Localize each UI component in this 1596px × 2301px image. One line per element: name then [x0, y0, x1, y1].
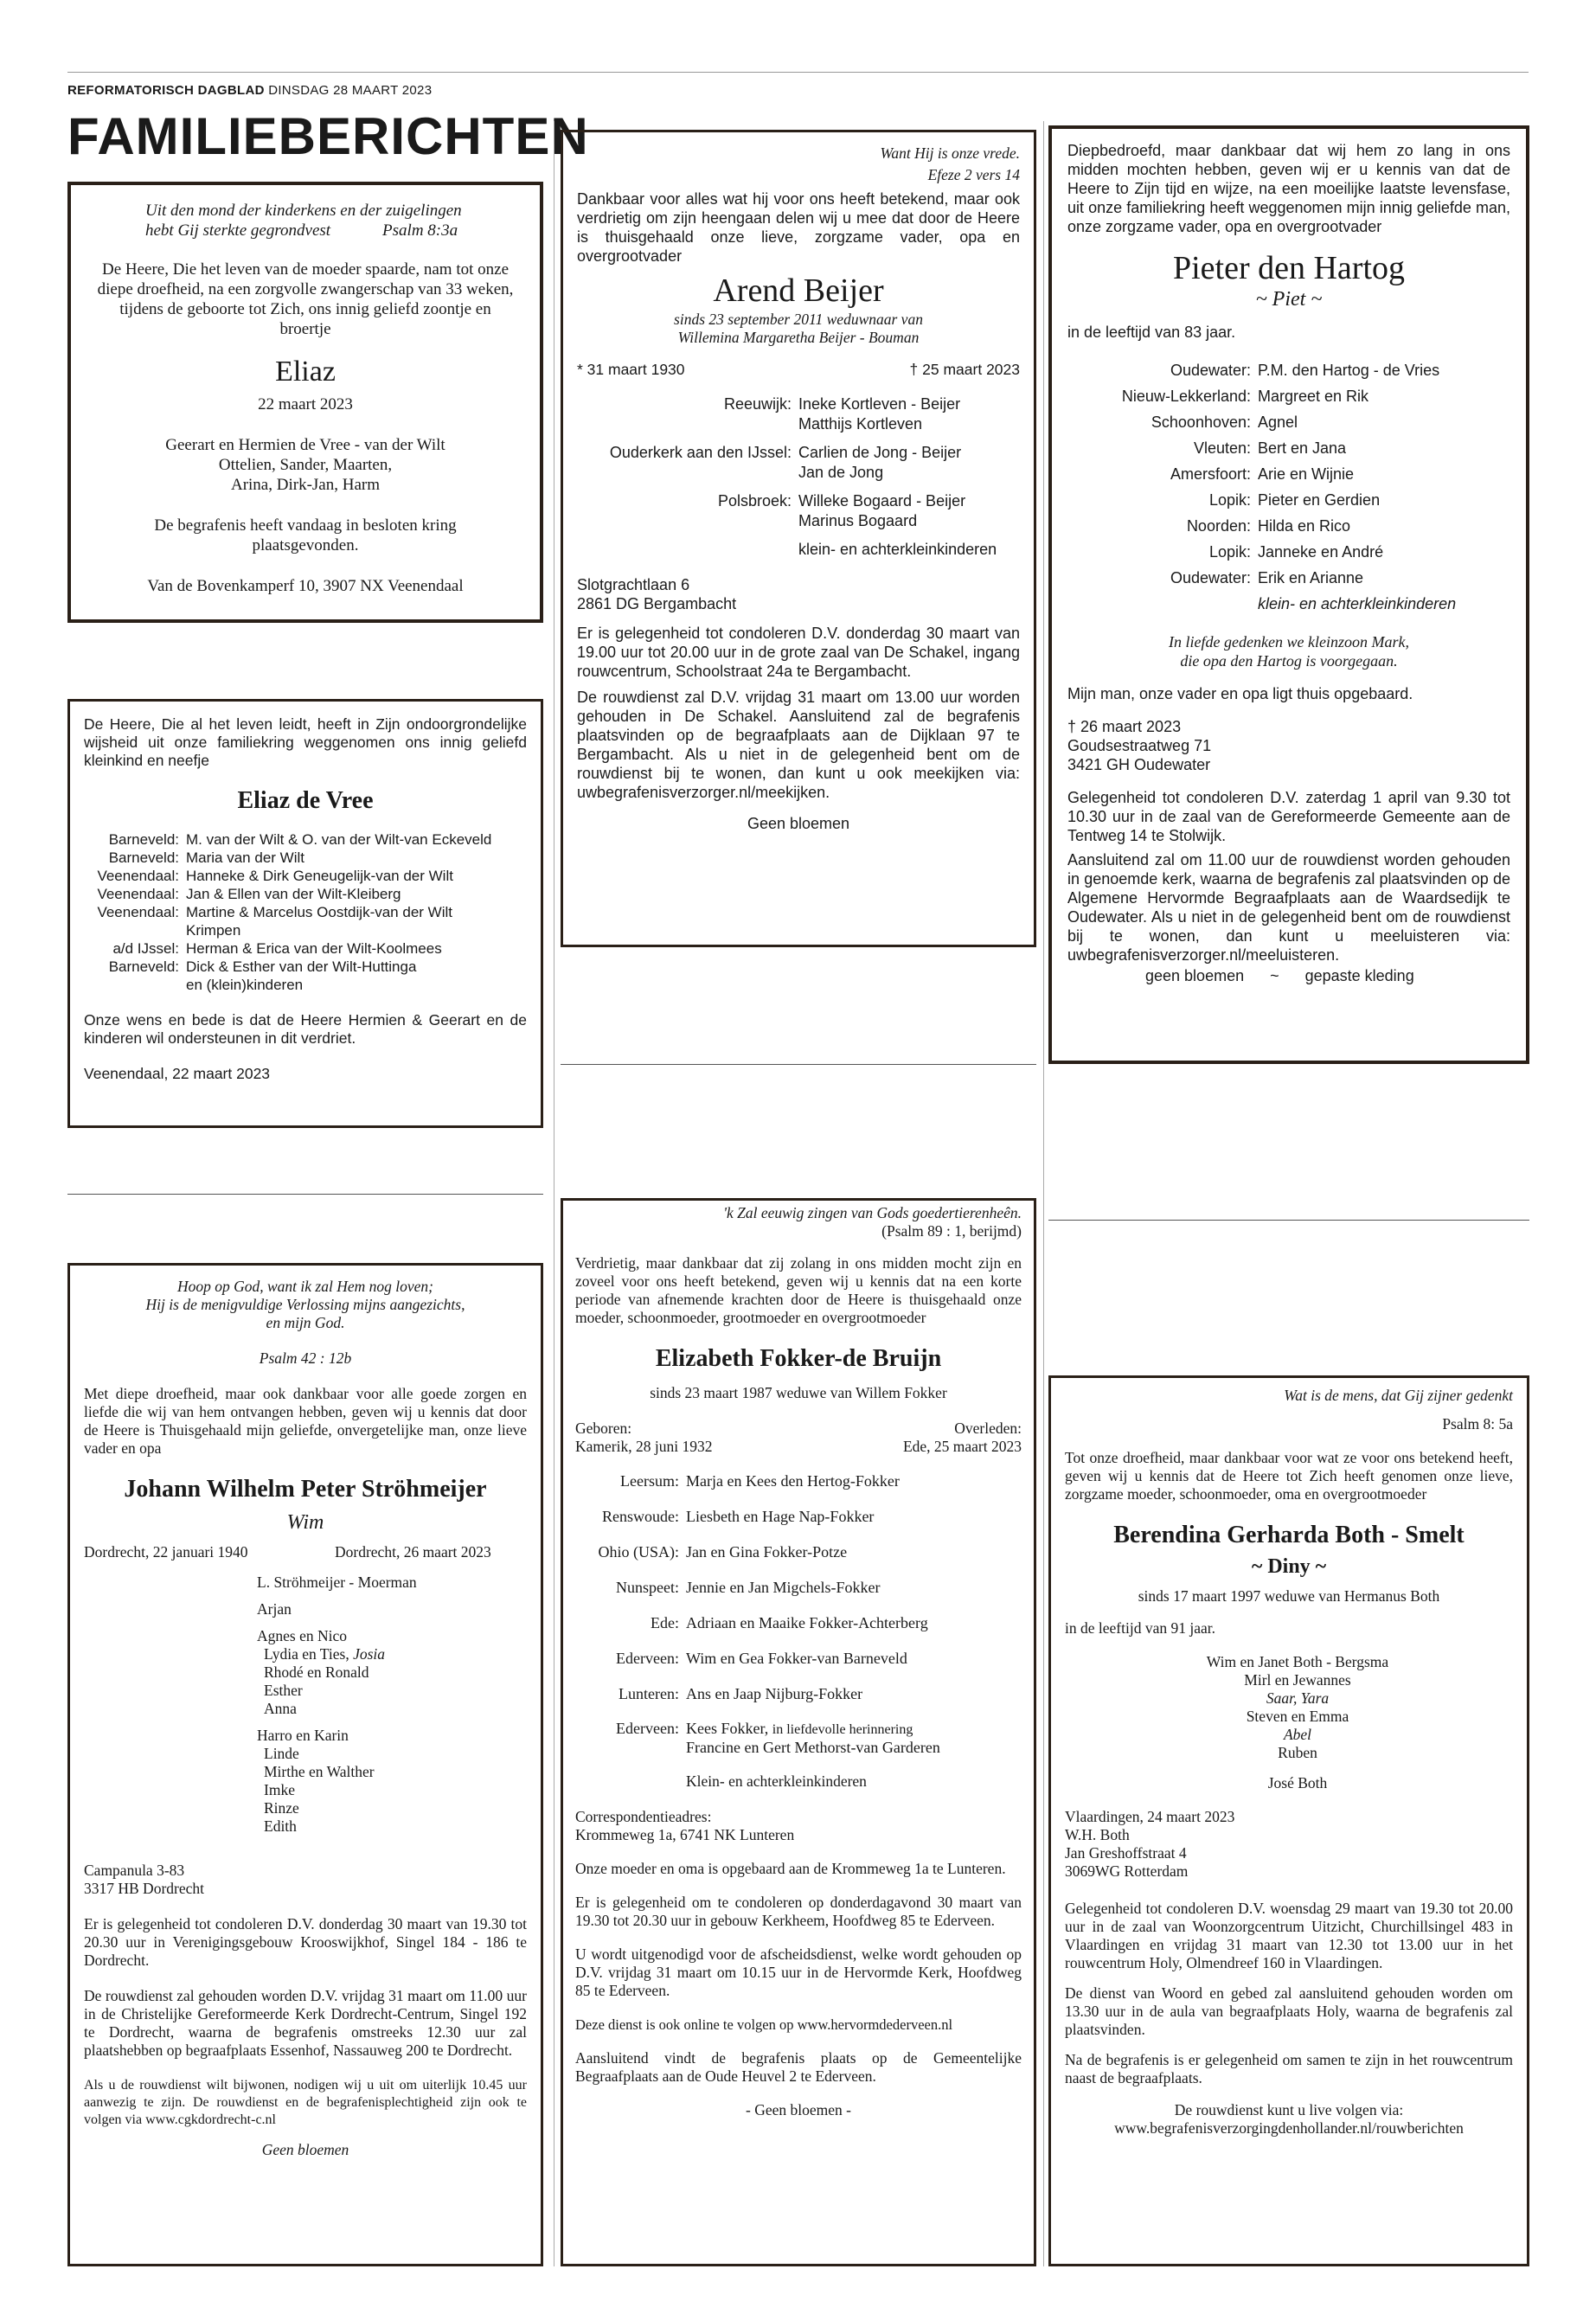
announcement-berendina-both [1048, 1375, 1529, 2266]
family-line: Ruben [1278, 1744, 1317, 1761]
service-text: Aansluitend zal om 11.00 uur de rouwdienst worden gehouden in genoemde kerk, waarna de begrafenis zal plaatsvinden op de Algemene Hervormde Begraafplaats aan de Waardsedijk te Oudewater. Als u niet in de gelegenheid bent om de rouwdienst bij te wonen, dan kunt u meeluisteren via: uwbegrafenisverzorger.nl/meeluisteren. [1067, 851, 1510, 964]
relatives-list [575, 1471, 1022, 1757]
burial-text: Aansluitend vindt de begrafenis plaats op de Gemeentelijke Begraafplaats aan de Oude Heuvel 2 te Ederveen. [575, 2049, 1022, 2085]
relative-row: Amersfoort: Arie en Wijnie [1170, 465, 1355, 483]
verse-line: 'k Zal eeuwig zingen van Gods goedertierenheên. [723, 1204, 1022, 1221]
relative-row: Vleuten: Bert en Jana [1193, 439, 1347, 457]
address-line: W.H. Both [1065, 1826, 1130, 1843]
address-line: 3069WG Rotterdam [1065, 1862, 1189, 1880]
family-line: Anna [264, 1700, 297, 1717]
relative-row: en (klein)kinderen [186, 977, 304, 993]
after-text: Na de begrafenis is er gelegenheid om samen te zijn in het rouwcentrum naast de begraafplaats. [1065, 2051, 1513, 2086]
widow-line: sinds 17 maart 1997 weduwe van Hermanus Both [1138, 1587, 1440, 1605]
intro-text: Met diepe droefheid, maar ook dankbaar voor alle goede zorgen en liefde die wij van hem ontvangen hebben, geven wij u kennis dat door de Heere is Thuisgehaald mijn geliefde, onvergetelijke man, onze lieve vader en opa [84, 1385, 527, 1457]
announcement-elizabeth-fokker [561, 1198, 1036, 2266]
relative-row: Veenendaal: Hanneke & Dirk Geneugelijk-van der Wilt [97, 868, 453, 884]
announcement-eliaz [67, 182, 543, 623]
family-list [84, 1574, 527, 1836]
announcement-johann-stroehmeijer [67, 1263, 543, 2266]
wish-text: Onze wens en bede is dat de Heere Hermien & Geerart en de kinderen wil ondersteunen in dit verdriet. [84, 1011, 527, 1047]
nickname: ~ Diny ~ [1251, 1555, 1327, 1578]
nickname: ~ Piet ~ [1255, 288, 1323, 311]
laid-out-text: Onze moeder en oma is opgebaard aan de Krommeweg 1a te Lunteren. [575, 1860, 1006, 1877]
relatives-list [577, 394, 1020, 560]
relative-row: Schoonhoven: Agnel [1151, 413, 1298, 431]
relative-row: Jan de Jong [798, 464, 884, 481]
relative-row: Oudewater: P.M. den Hartog - de Vries [1170, 362, 1440, 379]
relative-row: Renswoude: Liesbeth en Hage Nap-Fokker [602, 1508, 875, 1525]
family-line: Esther [264, 1682, 303, 1699]
grandchildren-line: klein- en achterkleinkinderen [1258, 595, 1457, 612]
intro-text: Diepbedroefd, maar dankbaar dat wij hem zo lang in ons midden mochten hebben, geven wij er u kennis van dat de Heere to Zijn tijd en wijze, na een moeilijke laatste levensfase, uit onze familiekring heeft weggenomen mijn innig geliefde man, onze zorgzame vader, opa en overgrootvader [1067, 142, 1510, 235]
online-text: Deze dienst is ook online te volgen op www.hervormdederveen.nl [575, 2016, 953, 2033]
flowers-note: Geen bloemen [747, 815, 850, 832]
address-line: Jan Greshoffstraat 4 [1065, 1844, 1187, 1862]
intro-text: Tot onze droefheid, maar dankbaar voor wat ze voor ons betekend heeft, geven wij u kennis dat de Heere tot Zich heeft genomen onze lieve, zorgzame moeder, schoonmoeder, oma en overgrootmoeder [1065, 1449, 1513, 1503]
verse-line: Want Hij is onze vrede. [880, 144, 1020, 162]
relative-row: Nieuw-Lekkerland: Margreet en Rik [1121, 388, 1369, 405]
relative-row: Veenendaal: Martine & Marcelus Oostdijk-van der Wilt [97, 904, 452, 920]
correspondence-address: Krommeweg 1a, 6741 NK Lunteren [575, 1826, 795, 1843]
service-text: De dienst van Woord en gebed zal aansluitend gehouden worden om 13.30 uur in de aula van begraafplaats Holy, waarna de begrafenis zal plaatsvinden. [1065, 1984, 1513, 2038]
deceased-name: Arend Beijer [713, 272, 884, 309]
family-line: Wim en Janet Both - Bergsma [1206, 1653, 1389, 1670]
family-line: Geerart en Hermien de Vree - van der Wilt [165, 436, 445, 454]
age-line: in de leeftijd van 83 jaar. [1067, 324, 1236, 341]
dates-row: Dordrecht, 22 januari 1940 Dordrecht, 26 maart 2023 [84, 1543, 491, 1561]
announcement-pieter-den-hartog [1048, 125, 1529, 1064]
closing-line: geen bloemen ~ gepaste kleding [1145, 967, 1414, 984]
family-line: Rhodé en Ronald [264, 1663, 369, 1681]
relatives-list [1067, 357, 1510, 591]
relative-row: Barneveld: Dick & Esther van der Wilt-Huttinga [108, 958, 417, 975]
verse-ref: (Psalm 89 : 1, berijmd) [881, 1222, 1022, 1240]
intro-text: De Heere, Die al het leven leidt, heeft in Zijn ondoorgrondelijke wijsheid uit onze familiekring weggenomen ons innig geliefd kleinkind en neefje [84, 715, 527, 769]
page-header [67, 83, 432, 98]
correspondence-label: Correspondentieadres: [575, 1808, 712, 1825]
relative-row: Krimpen [186, 922, 241, 939]
verse-line: hebt Gij sterkte gegrondvest Psalm 8:3a [145, 221, 458, 240]
condolence-text: Gelegenheid tot condoleren D.V. woensdag 29 maart van 19.30 tot 20.00 uur in de zaal van Woonzorgcentrum Uitzicht, Churchillsingel 483 in Vlaardingen en vrijdag 31 maart van 12.30 tot 13.00 uur in het rouwcentrum Holy, Olmendreef 160 in Vlaardingen. [1065, 1900, 1513, 1971]
verse-ref: Psalm 8: 5a [1442, 1415, 1513, 1433]
family-line: Imke [264, 1781, 295, 1798]
flowers-note: Geen bloemen [261, 2141, 349, 2158]
rule [561, 1064, 1036, 1065]
family-line: Agnes en Nico [257, 1627, 348, 1644]
family-line: Lydia en Ties, Josia [264, 1645, 386, 1663]
family-line: Linde [264, 1745, 299, 1762]
relative-row: Marinus Bogaard [798, 512, 918, 529]
family-line: Edith [264, 1817, 297, 1835]
funeral-note: De begrafenis heeft vandaag in besloten kring plaatsgevonden. [154, 516, 457, 554]
relative-row: klein- en achterkleinkinderen [798, 541, 997, 558]
relative-row: Barneveld: Maria van der Wilt [108, 849, 304, 866]
service-text: De rouwdienst zal gehouden worden D.V. vrijdag 31 maart om 11.00 uur in de Christelijke Gereformeerde Kerk Dordrecht-Centrum, Singel 192 te Dordrecht, waarna de begrafenis omstreeks 12.30 uur zal plaatshebben op begraafplaats Essenhof, Nassauweg 200 te Dordrecht. [84, 1987, 527, 2059]
family-line: Rinze [264, 1799, 299, 1817]
address-line: Campanula 3-83 [84, 1862, 185, 1879]
address: Van de Bovenkamperf 10, 3907 NX Veenendaal [147, 577, 464, 595]
relative-row: Matthijs Kortleven [798, 415, 923, 433]
condolence-text: Er is gelegenheid om te condoleren op donderdagavond 30 maart van 19.30 tot 20.30 uur in gebouw Kerkheem, Hoofdweg 85 te Ederveen. [575, 1894, 1022, 1929]
newspaper-name: REFORMATORISCH DAGBLAD [67, 83, 265, 98]
address-line: 3421 GH Oudewater [1067, 756, 1211, 773]
online-text: De rouwdienst kunt u live volgen via: [1174, 2101, 1404, 2118]
family-line: Arjan [257, 1600, 292, 1618]
relative-row: Ederveen: Kees Fokker, in liefdevolle herinnering Francine en Gert Methorst-van Garderen [616, 1720, 940, 1756]
family-line: Arina, Dirk-Jan, Harm [230, 476, 380, 494]
relative-row: Ouderkerk aan den IJssel: Carlien de Jong - Beijer [609, 444, 962, 461]
deceased-name: Eliaz [275, 356, 336, 388]
place-date: Vlaardingen, 24 maart 2023 [1065, 1808, 1235, 1825]
deceased-name: Elizabeth Fokker-de Bruijn [655, 1345, 942, 1372]
relatives-list [84, 830, 527, 994]
column-divider [1043, 121, 1044, 2266]
announcement-eliaz-de-vree [67, 699, 543, 1128]
family-line: Mirthe en Walther [264, 1763, 375, 1780]
address-line: 2861 DG Bergambacht [577, 595, 737, 612]
deceased-name: Johann Wilhelm Peter Ströhmeijer [124, 1476, 487, 1503]
widower-line: sinds 23 september 2011 weduwnaar van [674, 311, 923, 328]
relative-row: Polsbroek: Willeke Bogaard - Beijer [717, 492, 966, 510]
online-text: Als u de rouwdienst wilt bijwonen, nodigen wij u uit om uiterlijk 10.45 uur aanwezig te zijn. De rouwdienst en de begrafenisplechtigheid zijn ook te volgen via www.cgkdordrecht-c.nl [84, 2078, 527, 2127]
intro-text: De Heere, Die het leven van de moeder spaarde, nam tot onze diepe droefheid, na een zorgvolle zwangerschap van 33 weken, tijdens de geboorte tot Zich, ons innig geliefd zoontje en broertje [97, 260, 514, 338]
relative-row: Oudewater: Erik en Arianne [1170, 569, 1364, 586]
condolence-text: Er is gelegenheid tot condoleren D.V. donderdag 30 maart van 19.30 tot 20.30 uur in Verenigingsgebouw Krooswijkhof, Singel 184 - 186 te Dordrecht. [84, 1915, 527, 1969]
verse-line: Hij is de menigvuldige Verlossing mijns aangezichts, [145, 1296, 465, 1313]
service-text: U wordt uitgenodigd voor de afscheidsdienst, welke wordt gehouden op D.V. vrijdag 31 maart om 10.15 uur in de Hervormde Kerk, Hoofdweg 85 te Ederveen. [575, 1945, 1022, 1999]
rule [1048, 1220, 1529, 1221]
place-date: Veenendaal, 22 maart 2023 [84, 1065, 271, 1082]
family-line: L. Ströhmeijer - Moerman [257, 1574, 417, 1591]
widow-line: sinds 23 maart 1987 weduwe van Willem Fokker [650, 1384, 947, 1401]
verse-ref: Efeze 2 vers 14 [927, 166, 1020, 183]
issue-date: DINSDAG 28 MAART 2023 [268, 83, 433, 98]
relative-row: Ederveen: Wim en Gea Fokker-van Barneveld [616, 1650, 907, 1667]
memory-line: die opa den Hartog is voorgegaan. [1180, 652, 1398, 670]
family-line: Abel [1283, 1726, 1312, 1743]
death-date: † 26 maart 2023 [1067, 718, 1182, 735]
relative-row: Ohio (USA): Jan en Gina Fokker-Potze [598, 1543, 848, 1561]
family-list [1065, 1653, 1513, 1792]
relative-row: Noorden: Hilda en Rico [1186, 517, 1351, 535]
family-line: José Both [1267, 1774, 1328, 1791]
date: 22 maart 2023 [258, 395, 353, 413]
relative-row: Ede: Adriaan en Maaike Fokker-Achterberg [651, 1614, 928, 1631]
header-rule [67, 72, 1529, 73]
verse-line: Wat is de mens, dat Gij zijner gedenkt [1284, 1387, 1513, 1404]
relative-row: Barneveld: M. van der Wilt & O. van der Wilt-van Eckeveld [108, 831, 492, 848]
family-line: Mirl en Jewannes [1244, 1671, 1351, 1689]
laid-out-text: Mijn man, onze vader en opa ligt thuis opgebaard. [1067, 685, 1413, 702]
family-line: Harro en Karin [257, 1727, 349, 1744]
age-line: in de leeftijd van 91 jaar. [1065, 1619, 1215, 1637]
intro-text: Verdrietig, maar dankbaar dat zij zolang in ons midden mocht zijn en zoveel voor ons heeft betekend, geven wij u kennis dat na een korte periode van afnemende krachten door de Heere is thuisgehaald onze moeder, schoonmoeder, grootmoeder en overgrootmoeder [575, 1254, 1022, 1326]
relative-row: Lunteren: Ans en Jaap Nijburg-Fokker [619, 1685, 863, 1702]
relative-row: Nunspeet: Jennie en Jan Migchels-Fokker [616, 1579, 881, 1596]
relative-row: Lopik: Janneke en André [1208, 543, 1384, 561]
relative-row: Reeuwijk: Ineke Kortleven - Beijer [723, 395, 961, 413]
nickname: Wim [286, 1511, 324, 1534]
dates-row: * 31 maart 1930 † 25 maart 2023 [577, 361, 1020, 378]
intro-text: Dankbaar voor alles wat hij voor ons heeft betekend, maar ook verdrietig om zijn heengaan delen wij u mee dat door de Heere is thuisgehaald onze lieve, zorgzame vader, opa en overgrootvader [577, 190, 1020, 265]
relative-row: Lopik: Pieter en Gerdien [1208, 491, 1381, 509]
verse-line: Uit den mond der kinderkens en der zuigelingen [145, 202, 462, 220]
announcement-arend-beijer [561, 130, 1036, 947]
condolence-text: Gelegenheid tot condoleren D.V. zaterdag 1 april van 9.30 tot 10.30 uur in de zaal van de Gereformeerde Gemeente aan de Tentweg 14 te Stolwijk. [1067, 789, 1510, 844]
widower-line: Willemina Margaretha Beijer - Bouman [677, 329, 920, 346]
dates-row: Geboren: Kamerik, 28 juni 1932 Overleden: Ede, 25 maart 2023 [575, 1420, 1022, 1455]
rule [67, 1194, 543, 1195]
online-link[interactable]: www.begrafenisverzorgingdenhollander.nl/rouwberichten [1114, 2119, 1464, 2137]
condolence-text: Er is gelegenheid tot condoleren D.V. donderdag 30 maart van 19.00 uur tot 20.00 uur in de grote zaal van De Schakel, ingang rouwcentrum, Schoolstraat 24a te Bergambacht. [577, 625, 1020, 680]
deceased-name: Pieter den Hartog [1172, 250, 1406, 286]
address-line: 3317 HB Dordrecht [84, 1880, 205, 1897]
flowers-note: - Geen bloemen - [746, 2101, 851, 2118]
verse-ref: Psalm 42 : 12b [259, 1349, 352, 1367]
relative-row: Veenendaal: Jan & Ellen van der Wilt-Kleiberg [97, 886, 401, 902]
family-line: Saar, Yara [1266, 1689, 1330, 1707]
family-line: Ottelien, Sander, Maarten, [218, 456, 393, 474]
family-line: Steven en Emma [1246, 1708, 1349, 1725]
grandchildren-line: Klein- en achterkleinkinderen [686, 1772, 867, 1790]
section-title: FAMILIEBERICHTEN [67, 107, 589, 165]
memory-line: In liefde gedenken we kleinzoon Mark, [1169, 633, 1409, 651]
deceased-name: Berendina Gerharda Both - Smelt [1113, 1522, 1465, 1548]
service-text: De rouwdienst zal D.V. vrijdag 31 maart om 13.00 uur worden gehouden in De Schakel. Aansluitend zal de begrafenis plaatsvinden op de begraafplaats aan de Dijklaan 97 te Bergambacht. Als u niet in de gelegenheid bent om de rouwdienst bij te wonen, dan kunt u ook meekijken via: uwbegrafenisverzorger.nl/meekijken. [577, 689, 1020, 801]
relative-row: a/d IJssel: Herman & Erica van der Wilt-Koolmees [112, 940, 442, 957]
deceased-name: Eliaz de Vree [237, 787, 374, 814]
verse-line: en mijn God. [266, 1314, 345, 1331]
verse-line: Hoop op God, want ik zal Hem nog loven; [176, 1278, 433, 1295]
address-line: Slotgrachtlaan 6 [577, 576, 690, 593]
address-line: Goudsestraatweg 71 [1067, 737, 1212, 754]
relative-row: Leersum: Marja en Kees den Hertog-Fokker [620, 1472, 900, 1490]
